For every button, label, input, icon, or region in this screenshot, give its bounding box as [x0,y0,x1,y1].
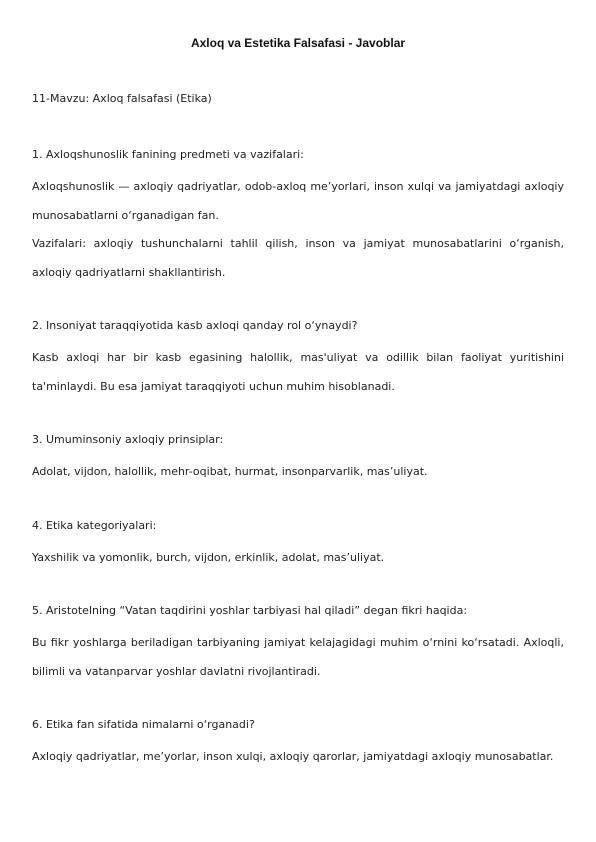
answer-paragraph: Axloqshunoslik — axloqiy qadriyatlar, odob-axloq me’yorlari, inson xulqi va jamiyatdagi axloqiy munosabatlarni o‘rganadigan fan. [32,180,564,222]
answer-paragraph: Bu fikr yoshlarga beriladigan tarbiyaning jamiyat kelajagidagi muhim o‘rnini ko‘rsatadi. Axloqli, bilimli va vatanparvar yoshlar davlatni rivojlantiradi. [32,636,564,678]
question-heading: 2. Insoniyat taraqqiyotida kasb axloqi qanday rol o‘ynaydi? [32,319,358,332]
section-5 [32,602,564,686]
document-body [32,90,564,802]
question-heading: 3. Umuminsoniy axloqiy prinsiplar: [32,433,224,446]
answer-paragraph: Kasb axloqi har bir kasb egasining halollik, mas'uliyat va odillik bilan faoliyat yuritishini ta'minlaydi. Bu esa jamiyat taraqqiyoti uchun muhim hisoblanadi. [32,351,564,393]
section-3 [32,431,564,487]
section-1 [32,146,564,287]
answer-paragraph: Axloqiy qadriyatlar, me’yorlar, inson xulqi, axloqiy qarorlar, jamiyatdagi axloqiy munosabatlar. [32,750,554,763]
question-heading: 4. Etika kategoriyalari: [32,518,157,532]
section-6 [32,716,564,772]
answer-paragraph: Yaxshilik va yomonlik, burch, vijdon, erkinlik, adolat, mas’uliyat. [32,550,385,564]
document-title: Axloq va Estetika Falsafasi - Javoblar [190,36,406,50]
question-heading: 5. Aristotelning “Vatan taqdirini yoshlar tarbiyasi hal qiladi” degan fikri haqida: [32,604,468,617]
answer-paragraph: Vazifalari: axloqiy tushunchalarni tahlil qilish, inson va jamiyat munosabatlarini o‘rganish, axloqiy qadriyatlarni shakllantirish. [32,237,564,279]
section-4 [32,517,564,573]
section-2 [32,317,564,401]
question-heading: 6. Etika fan sifatida nimalarni o‘rganadi? [32,718,255,731]
answer-paragraph: Adolat, vijdon, halollik, mehr-oqibat, hurmat, insonparvarlik, mas’uliyat. [32,465,428,478]
question-heading: 1. Axloqshunoslik fanining predmeti va vazifalari: [32,148,304,161]
topic-heading: 11-Mavzu: Axloq falsafasi (Etika) [32,92,212,105]
